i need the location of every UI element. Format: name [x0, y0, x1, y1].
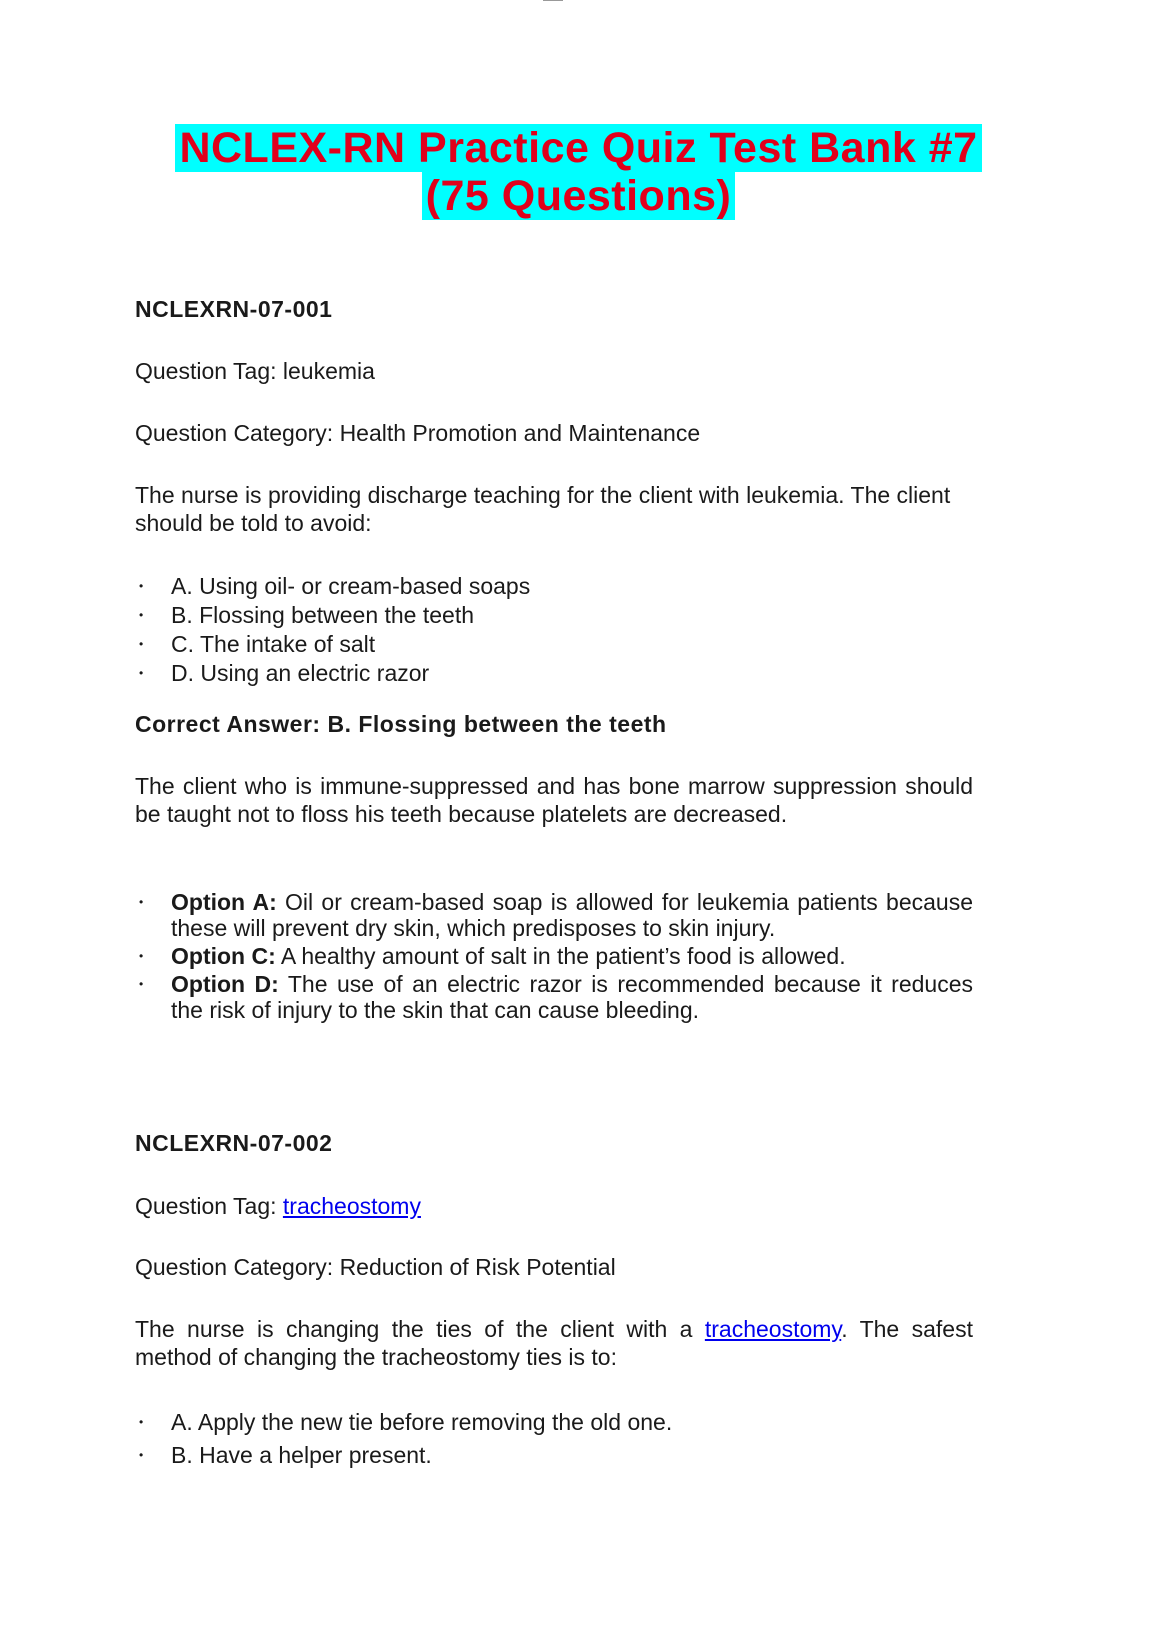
answer-options — [105, 1406, 1005, 1472]
tag-link[interactable]: tracheostomy — [282, 1193, 421, 1219]
rationale-label: Option D: — [171, 971, 279, 997]
answer-option: • B. Flossing between the teeth — [105, 601, 1005, 630]
question-category — [135, 1253, 973, 1281]
rationale-label: Option A: — [171, 889, 277, 915]
rationale-label: Option C: — [171, 943, 276, 969]
rationale-list — [105, 889, 973, 1025]
rationale-item — [105, 943, 973, 969]
category-value: Reduction of Risk Potential — [339, 1254, 616, 1280]
page-title — [0, 124, 1157, 220]
category-label: Question Category: — [135, 1254, 334, 1280]
answer-option: • B. Have a helper present. — [105, 1439, 1005, 1472]
question-stem — [135, 1315, 973, 1371]
question-tag — [135, 1192, 973, 1220]
rationale-item — [105, 889, 973, 941]
question-id: NCLEXRN-07-002 — [135, 1130, 333, 1156]
question-tag — [135, 357, 973, 385]
stem-text: The nurse is changing the ties of the client with a — [135, 1316, 693, 1342]
rationale-text: The use of an electric razor is recommended because it reduces the risk of injury to the skin that can cause bleeding. — [171, 971, 974, 1023]
page-edge-mark — [543, 0, 563, 1]
rationale-text: A healthy amount of salt in the patient’s food is allowed. — [280, 943, 846, 969]
stem-text: . The safest method of changing the tracheostomy ties is to: — [135, 1316, 973, 1370]
question-id: NCLEXRN-07-001 — [135, 296, 333, 322]
answer-option: • C. The intake of salt — [105, 630, 1005, 659]
explanation: The client who is immune-suppressed and has bone marrow suppression should be taught not to floss his teeth because platelets are decreased. — [135, 773, 973, 827]
stem-link[interactable]: tracheostomy — [704, 1316, 842, 1342]
tag-value: leukemia — [282, 358, 375, 384]
tag-label: Question Tag: — [135, 358, 277, 384]
category-label: Question Category: — [135, 420, 334, 446]
rationale-item — [105, 971, 973, 1023]
correct-answer: Correct Answer: B. Flossing between the teeth — [135, 711, 667, 737]
title-line-2: (75 Questions) — [422, 172, 736, 220]
tag-label: Question Tag: — [135, 1193, 277, 1219]
answer-option: • A. Using oil- or cream-based soaps — [105, 572, 1005, 601]
title-line-1: NCLEX-RN Practice Quiz Test Bank #7 — [175, 124, 981, 172]
answer-option: • D. Using an electric razor — [105, 659, 1005, 688]
answer-option: • A. Apply the new tie before removing the old one. — [105, 1406, 1005, 1439]
answer-options — [105, 572, 1005, 688]
category-value: Health Promotion and Maintenance — [339, 420, 701, 446]
question-stem: The nurse is providing discharge teaching for the client with leukemia. The client should be told to avoid: — [135, 482, 951, 536]
question-category — [135, 419, 973, 447]
rationale-text: Oil or cream-based soap is allowed for leukemia patients because these will prevent dry skin, which predisposes to skin injury. — [171, 889, 973, 941]
